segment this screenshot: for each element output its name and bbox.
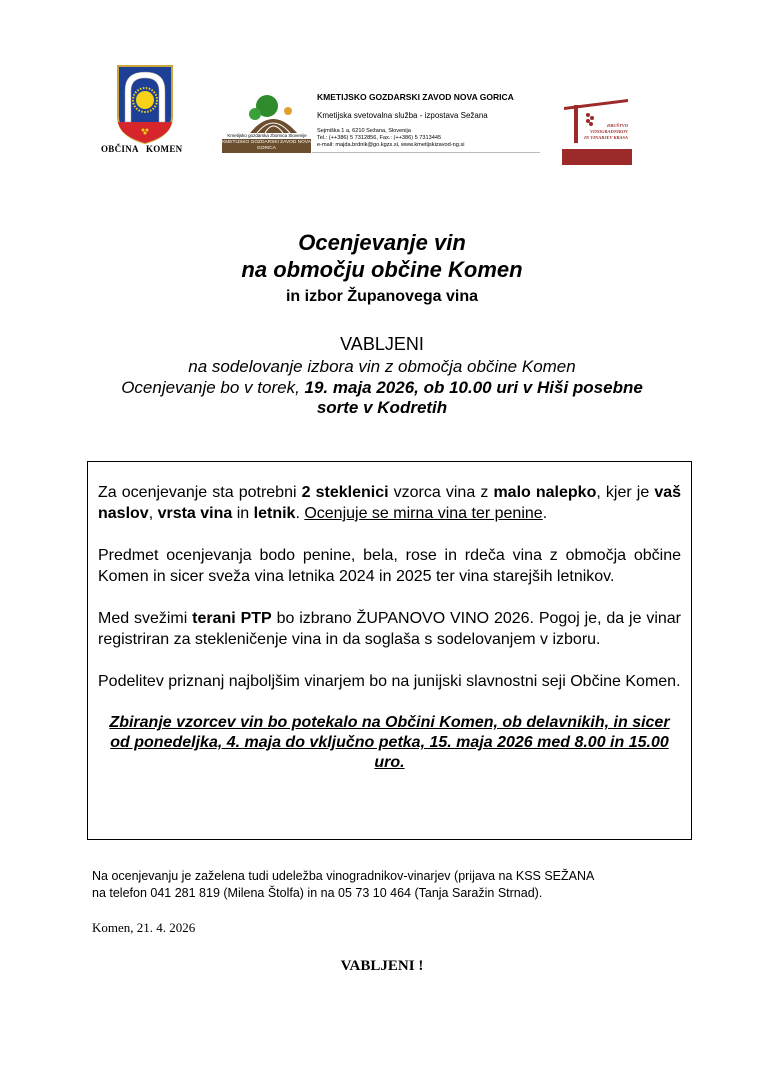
info-box (87, 461, 692, 840)
title-line-1: Ocenjevanje vin (298, 230, 466, 255)
footer-note-line: Na ocenjevanju je zaželena tudi udeležba vinogradnikov-vinarjev (prijava na KSS SEŽANA (92, 869, 595, 883)
kgz-logo (245, 93, 305, 133)
info-paragraph-awards: Podelitev priznanj najboljšim vinarjem bo na junijski slavnostni seji Občine Komen. (98, 673, 681, 690)
org-subtitle: Kmetijska svetovalna služba - izpostava Sežana (317, 111, 488, 120)
field-hill-logo-icon (245, 93, 305, 133)
invite-date-prefix: Ocenjevanje bo v torek, (121, 378, 305, 397)
org-email: e-mail: majda.brdnik@go.kgzs.si, www.kmetijskizavod-ng.si (317, 142, 465, 148)
invite-date-venue: 19. maja 2026, ob 10.00 uri v Hiši posebne sorte v Kodretih (304, 378, 643, 417)
info-paragraph-collection: Zbiranje vzorcev vin bo potekalo na Občini Komen, ob delavnikih, in sicer od ponedeljka, 4. maja do vključno petka, 15. maja 2026 med 8.00 in 15.00 uro. (109, 714, 670, 771)
org-contact (317, 128, 464, 149)
header-divider (312, 152, 540, 153)
invite-heading: VABLJENI (340, 334, 424, 354)
text: in (232, 505, 254, 522)
info-paragraph-mayor-wine (98, 608, 681, 650)
org-name: KMETIJSKO GOZDARSKI ZAVOD NOVA GORICA (317, 92, 514, 102)
text: vzorca vina z (388, 484, 494, 501)
org-address: Sejmiška 1 a, 6210 Sežana, Slovenija (317, 128, 411, 134)
title-line-2: na območju občine Komen (241, 257, 523, 282)
komen-coat-of-arms (115, 64, 175, 144)
info-paragraph-samples (98, 482, 681, 524)
municipality-label: OBČINA KOMEN (101, 144, 183, 154)
society-label-line: VINOGRADNIKOV (589, 129, 628, 134)
coat-of-arms-icon (115, 64, 175, 144)
society-label-line: DRUŠTVO (606, 123, 628, 128)
wine-society-logo (560, 97, 632, 165)
text-bold: vrsta vina (157, 505, 233, 522)
footer-note-line: na telefon 041 281 819 (Milena Štolfa) in na 05 73 10 464 (Tanja Saražin Strnad). (92, 886, 543, 900)
kgz-logo-caption: Kmetijsko gozdarska zbornica Slovenije (227, 133, 307, 138)
text: . (542, 505, 548, 522)
invite-line-2 (100, 378, 664, 418)
text-bold: 2 steklenici (301, 484, 389, 501)
text-bold: letnik (253, 505, 296, 522)
text-underlined: Ocenjuje se mirna vina ter penine (304, 505, 543, 522)
text-bold: terani PTP (192, 610, 272, 627)
closing-invite: VABLJENI ! (340, 958, 424, 974)
footer-note (92, 868, 594, 902)
invite-line-1: na sodelovanje izbora vin z območja občine Komen (188, 357, 576, 376)
text: bo izbrano ŽUPANOVO VINO 2026. Pogoj je, da je vinar registriran za stekleničenje vina in da soglaša s sodelovanjem v izboru. (98, 610, 682, 648)
document-date: Komen, 21. 4. 2026 (92, 920, 196, 935)
title-line-3: in izbor Županovega vina (285, 288, 479, 305)
text: Med svežimi (98, 610, 193, 627)
text: , (148, 505, 158, 522)
society-label-line: IN VINARJEV KRASA (584, 135, 628, 140)
text-bold: vaš naslov (98, 484, 682, 522)
text: Za ocenjevanje sta potrebni (98, 484, 302, 501)
text: , kjer je (596, 484, 655, 501)
org-phone: Tel.: (++386) 5 7312856, Fax.: (++386) 5 7313445 (317, 135, 442, 141)
kgz-logo-band: KMETIJSKO GOZDARSKI ZAVOD NOVA GORICA (222, 139, 311, 151)
info-paragraph-categories: Predmet ocenjevanja bodo penine, bela, rose in rdeča vina z območja občine Komen in sicer sveža vina letnika 2024 in 2025 ter vina starejših letnikov. (98, 547, 681, 585)
text-bold: malo nalepko (493, 484, 597, 501)
text: . (295, 505, 305, 522)
society-label (570, 123, 628, 141)
